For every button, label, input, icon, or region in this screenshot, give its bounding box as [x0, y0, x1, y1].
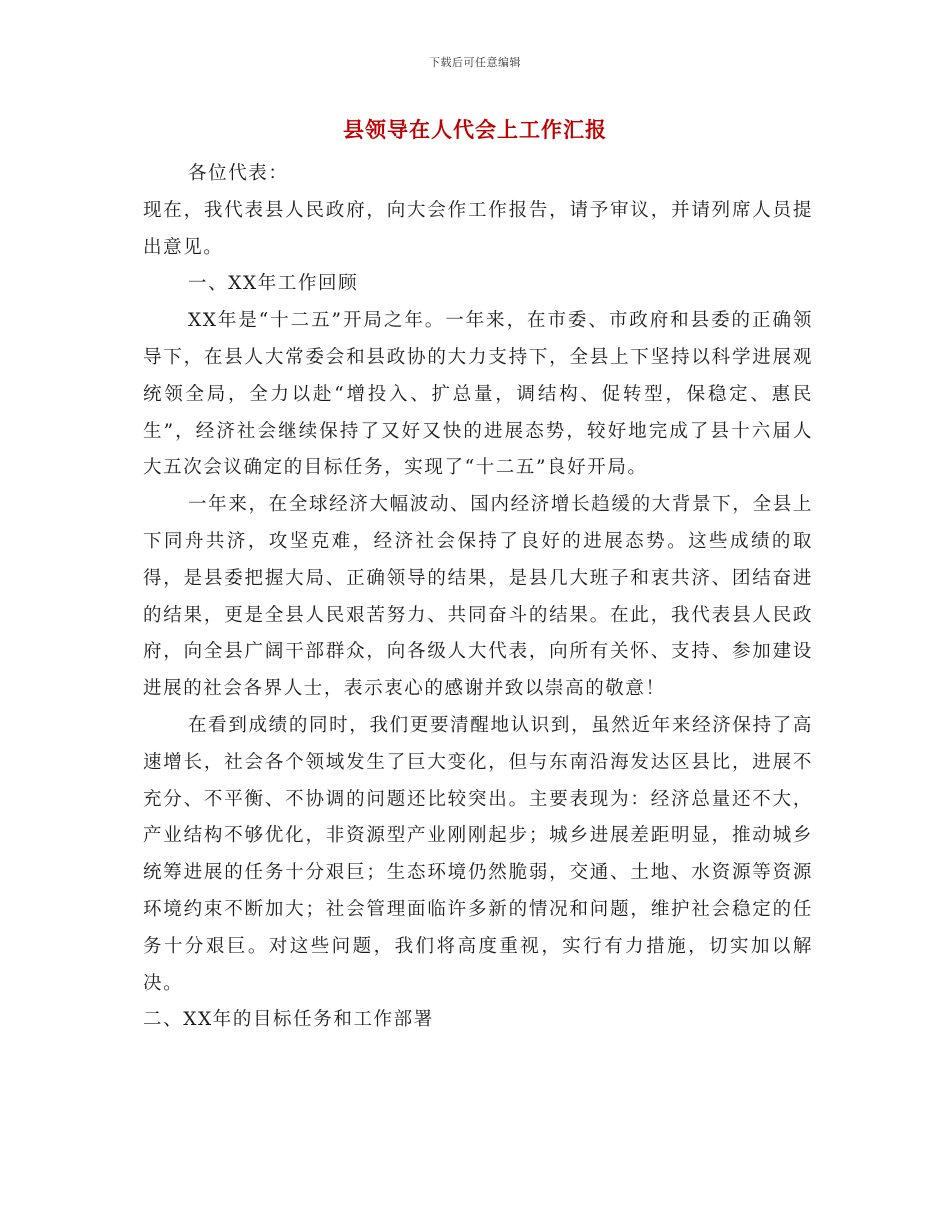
body-paragraph: 在看到成绩的同时，我们更要清醒地认识到，虽然近年来经济保持了高速增长，社会各个领域发生了巨大变化，但与东南沿海发达区县比，进展不充分、不平衡、不协调的问题还比较突出。主要表现为：经济总量还不大，产业结构不够优化，非资源型产业刚刚起步；城乡进展差距明显，推动城乡统筹进展的任务十分艰巨；生态环境仍然脆弱，交通、土地、水资源等资源环境约束不断加大；社会管理面临许多新的情况和问题，维护社会稳定的任务十分艰巨。对这些问题，我们将高度重视，实行有力措施，切实加以解决。	[143, 714, 813, 994]
opening-paragraph: 现在，我代表县人民政府，向大会作工作报告，请予审议，并请列席人员提出意见。	[143, 199, 813, 258]
body-paragraph: XX年是“十二五”开局之年。一年来，在市委、市政府和县委的正确领导下，在县人大常委会和县政协的大力支持下，全县上下坚持以科学进展观统领全局，全力以赴“增投入、扩总量，调结构、促转型，保稳定、惠民生”，经济社会继续保持了又好又快的进展态势，较好地完成了县十六届人大五次会议确定的目标任务，实现了“十二五”良好开局。	[143, 310, 813, 479]
document-title: 县领导在人代会上工作汇报	[343, 117, 607, 142]
salutation: 各位代表：	[188, 163, 289, 184]
section-heading-two: 二、XX年的目标任务和工作部署	[143, 1009, 434, 1031]
section-heading-one: 一、XX年工作回顾	[188, 273, 359, 295]
header-note: 下载后可任意编辑	[429, 56, 521, 69]
body-paragraph: 一年来，在全球经济大幅波动、国内经济增长趋缓的大背景下，全县上下同舟共济，攻坚克难，经济社会保持了良好的进展态势。这些成绩的取得，是县委把握大局、正确领导的结果，是县几大班子和衷共济、团结奋进的结果，更是全县人民艰苦努力、共同奋斗的结果。在此，我代表县人民政府，向全县广阔干部群众，向各级人大代表，向所有关怀、支持、参加建设进展的社会各界人士，表示衷心的感谢并致以崇高的敬意！	[143, 494, 813, 700]
document-body	[143, 156, 813, 1039]
